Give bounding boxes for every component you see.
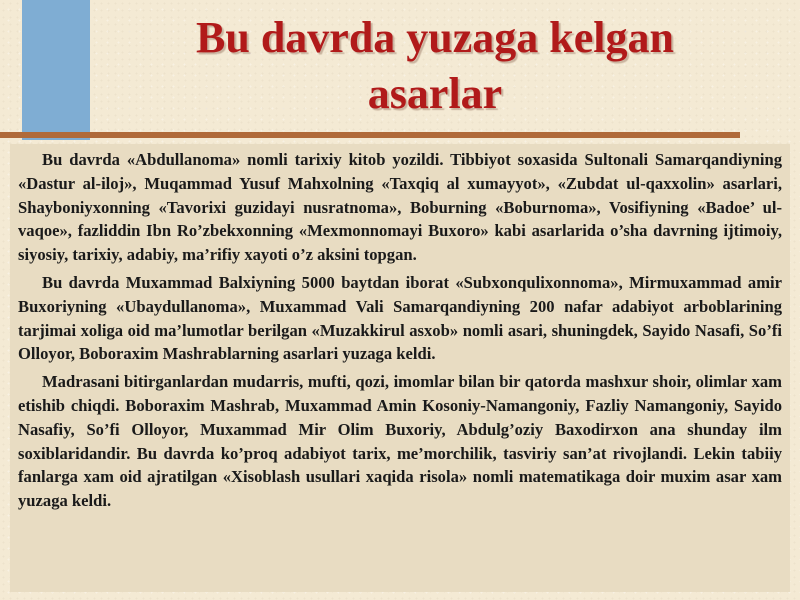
paragraph-3: Madrasani bitirganlardan mudarris, mufti, qozi, imomlar bilan bir qatorda mashxur shoir, olimlar xam etishib chiqdi. Boboraxim Mashrab, Muxammad Amin Kosoniy-Namangoniy, Fazliy Namangoniy, Sayido Nasafiy, So’fi Olloyor, Muxammad Mir Olim Buxoriy, Abdulg’oziy Baxodirxon ana shunday ilm soxiblaridandir. Bu davrda ko’proq adabiyot tarix, me’morchilik, tasviriy san’at rivojlandi. Lekin tabiiy fanlarga xam oid ajratilgan «Xisoblash usullari xaqida risola» nomli matematikaga doir muxim asar xam yuzaga keldi.: [18, 372, 782, 511]
slide-title: Bu davrda yuzaga kelgan asarlar: [196, 13, 674, 118]
paragraph-2: Bu davrda Muxammad Balxiyning 5000 baytdan iborat «Subxonqulixonnoma», Mirmuxammad amir Buxoriyning «Ubaydullanoma», Muxammad Vali Samarqandiyning 200 nafar adabiyot arboblarining tarjimai xoliga oid ma’lumotlar berilgan «Muzakkirul asxob» nomli asari, shuningdek, Sayido Nasafi, So’fi Olloyor, Boboraxim Mashrablarning asarlari yuzaga keldi.: [18, 272, 782, 364]
decorative-blue-tab: [22, 0, 90, 140]
title-divider-rule: [0, 132, 740, 138]
paragraph-1: Bu davrda «Abdullanoma» nomli tarixiy kitob yozildi. Tibbiyot soxasida Sultonali Samarqandiyning «Dastur al-iloj», Muqammad Yusuf Mahxolning «Taxqiq al xumayyot», «Zubdat ul-qaxxolin» asarlari, Shayboniyxonning «Tavorixi guzidayi nusratnoma», Boburning «Boburnoma», Vosifiyning «Badoe’ ul-vaqoe», fazliddin Ibn Ro’zbekxonning «Mexmonnomayi Buxoro» kabi asarlarida o’sha davrning ijtimoiy, siyosiy, tarixiy, adabiy, ma’rifiy xayoti o’z aksini topgan.: [18, 150, 782, 265]
content-box: [10, 144, 790, 592]
